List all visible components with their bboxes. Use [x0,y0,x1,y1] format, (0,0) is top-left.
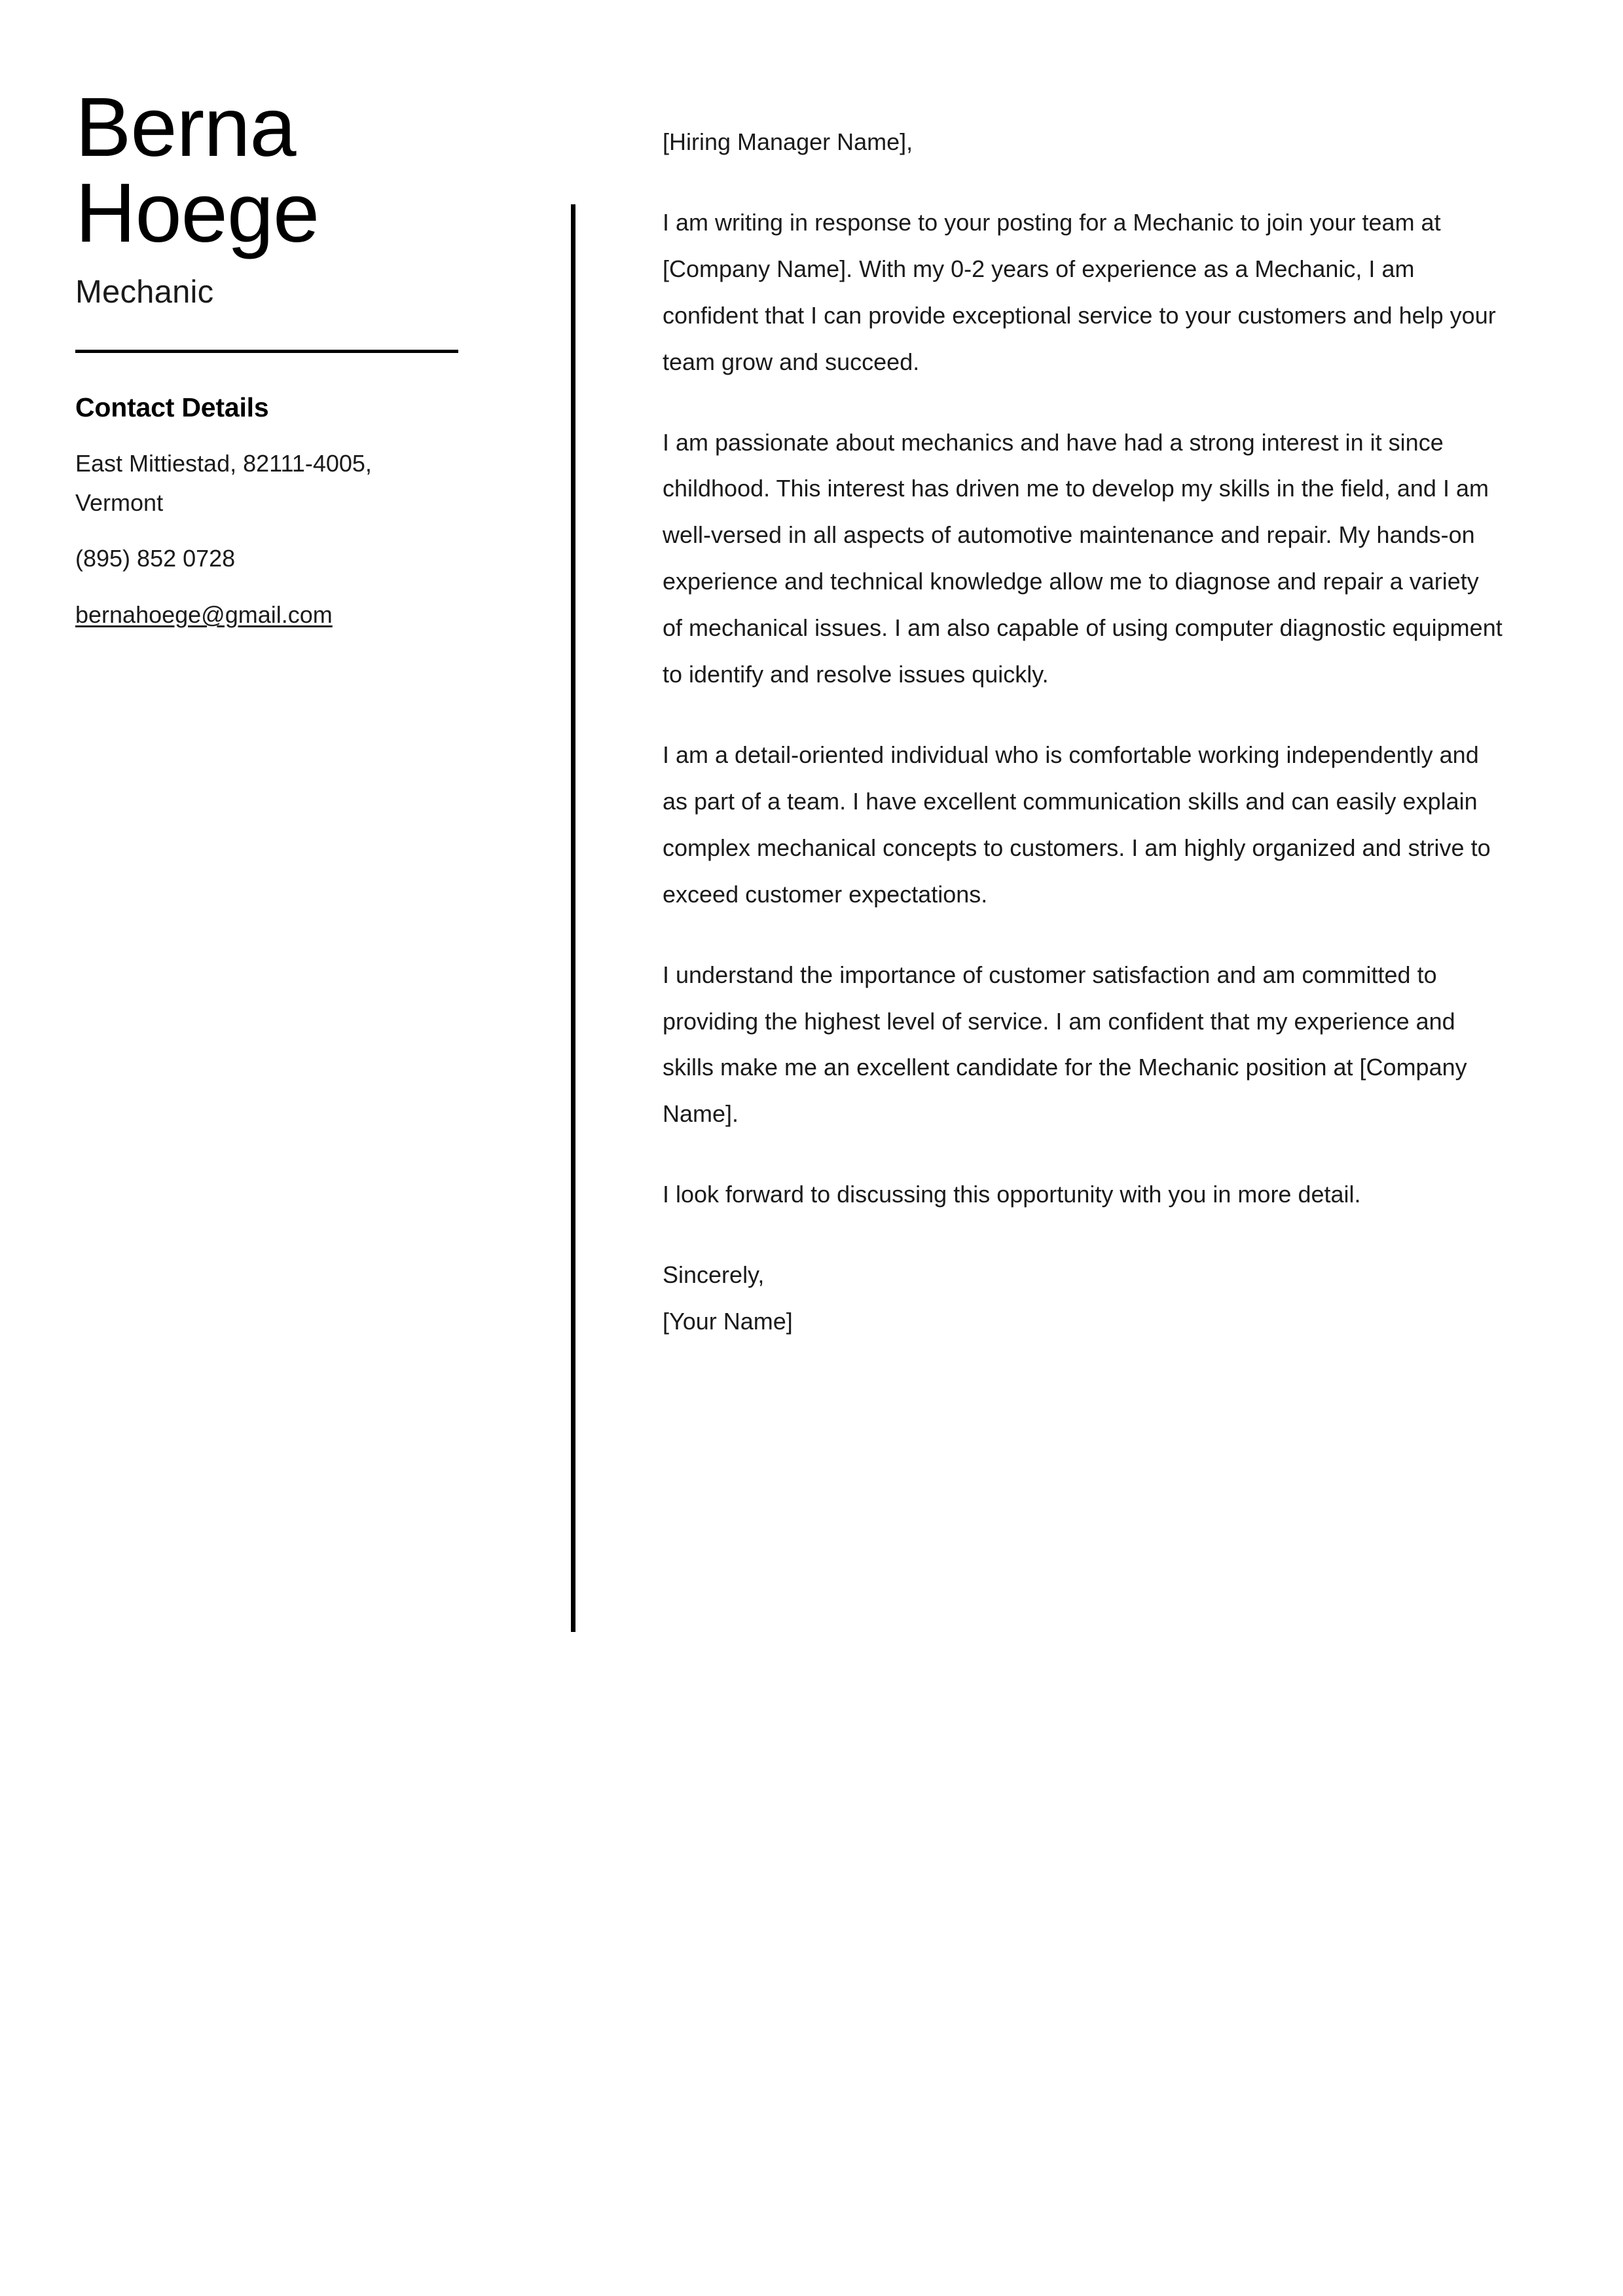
job-title: Mechanic [75,274,214,310]
contact-details-heading: Contact Details [75,392,269,422]
contact-phone[interactable]: (895) 852 0728 [75,545,236,572]
first-name: Berna [75,81,296,174]
header-divider-rule [75,350,458,353]
letter-paragraph: I am writing in response to your posting for a Mechanic to join your team at [Company Name]. With my 0-2 years of experience as a Mechanic, I am confident that I can provide exceptional service to your customers and help your team grow and succeed. [663,208,1496,375]
letter-paragraph: I am passionate about mechanics and have had a strong interest in it since childhood. This interest has driven me to develop my skills in the field, and I am well-versed in all aspects of automotive maintenance and repair. My hands-on experience and technical knowledge allow me to diagnose and repair a variety of mechanical issues. I am also capable of using computer diagnostic equipment to identify and resolve issues quickly. [663,428,1503,688]
letter-signature: [Your Name] [663,1308,793,1335]
letter-body [663,119,1504,1345]
column-divider-line [571,204,575,1632]
last-name: Hoege [75,166,319,260]
letter-closing-block [663,1252,1504,1345]
contact-list [75,444,468,635]
sidebar [75,81,468,652]
applicant-name [75,81,468,260]
contact-email[interactable]: bernahoege@gmail.com [75,601,333,629]
letter-salutation: [Hiring Manager Name], [663,128,913,155]
letter-paragraph: I am a detail-oriented individual who is comfortable working independently and as part of a team. I have excellent communication skills and can easily explain complex mechanical concepts to customers. I am highly organized and strive to exceed customer expectations. [663,741,1491,908]
letter-closing: Sincerely, [663,1261,765,1289]
letter-paragraph: I understand the importance of customer satisfaction and am committed to providing the highest level of service. I am confident that my experience and skills make me an excellent candidate for the Mechanic position at [Company Name]. [663,961,1467,1128]
contact-address: East Mittiestad, 82111-4005, Vermont [75,449,372,516]
letter-paragraph: I look forward to discussing this opportunity with you in more detail. [663,1181,1361,1208]
